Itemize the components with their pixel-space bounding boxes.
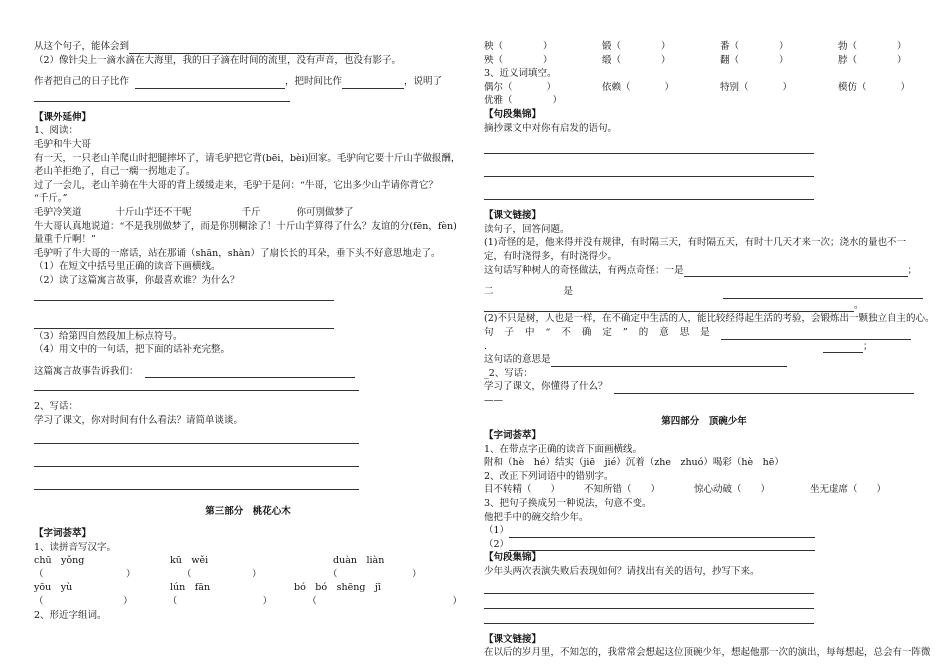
question-line <box>484 326 924 340</box>
question-line: 二 是 <box>484 285 924 299</box>
question-text: 读句子，回答问题。 <box>484 223 570 235</box>
question-number: 2、写话： <box>34 401 79 413</box>
question-text: 1、读拼音写汉字。 <box>34 541 117 553</box>
answer-brackets-row[interactable]: （ ） （ ） （ ） <box>34 596 463 608</box>
question-line <box>484 353 924 367</box>
answer-line[interactable] <box>34 316 334 329</box>
passage-text: 在以后的岁月里，不知怎的，我常常会想起这位顶碗少年，想起他那一次的演出，每每想起，总会有一阵微 <box>484 647 931 659</box>
question-text: （3）给第四自然段加上标点符号。 <box>34 330 183 342</box>
answer-blank[interactable] <box>723 288 923 299</box>
question-line: （2）像针尖上一滴水滴在大海里，我的日子滴在时间的流里，没有声音，也没有影子。 <box>34 54 402 66</box>
answer-blank[interactable] <box>342 78 404 89</box>
section-heading: 【课外延伸】 <box>34 111 92 123</box>
story-paragraph: 过了一会儿，老山羊骑在牛大哥的背上缓缓走来，毛驴于是问：“牛哥，它出多少山芋请你背它？ <box>34 179 438 191</box>
answer-line[interactable] <box>484 581 814 594</box>
synonym-row[interactable]: 优雅（ ） <box>484 95 563 107</box>
question-line <box>34 40 462 54</box>
question-line <box>34 365 462 379</box>
pronunciation-items[interactable]: 附和（hè hé）结实（jiē jié）沉着（zhe zhuó）喝彩（hè hē） <box>484 457 784 469</box>
question-text: 少年头两次表演失败后表现如何？请找出有关的语句，抄写下来。 <box>484 566 760 577</box>
pinyin: chū yǒng <box>34 555 85 567</box>
word-form-row[interactable]: 秧（ ） 锻（ ） 番（ ） 勃（ ） <box>484 41 907 52</box>
typo-items[interactable]: 目不转精（ ） 不知所错（ ） 惊心动破（ ） 坐无虚席（ ） <box>484 484 887 496</box>
question-text: 这句话的意思是 <box>484 354 551 366</box>
answer-line[interactable] <box>484 187 814 200</box>
pinyin-row <box>34 554 462 568</box>
answer-line[interactable] <box>34 89 290 102</box>
answer-line[interactable] <box>34 378 359 391</box>
pinyin: duàn liàn <box>333 555 385 567</box>
answer-blank[interactable] <box>614 383 914 394</box>
passage-text: (2)不只是树，人也是一样，在不确定中生活的人，能比较经得起生活的考验，会锻炼出一颗独立自主的心。 <box>484 313 935 325</box>
question-text: （2）读了这篇寓言故事，你最喜欢谁？为什么？ <box>34 274 240 286</box>
question-text: 学习了课文，你懂得了什么？ <box>484 381 608 393</box>
question-text: （4）用文中的一句话，把下面的话补充完整。 <box>34 344 231 356</box>
example-sentence: 他把手中的碗交给少年。 <box>484 511 589 523</box>
section-heading: 【字词荟萃】 <box>34 528 92 540</box>
part-title: 第四部分 顶碗少年 <box>661 416 747 428</box>
question-number: 1、阅读： <box>34 125 79 137</box>
answer-line[interactable] <box>34 288 334 301</box>
right-column <box>484 40 935 660</box>
answer-blank[interactable] <box>509 527 815 538</box>
answer-line[interactable] <box>484 596 814 609</box>
question-text: 2、形近字组词。 <box>34 609 107 621</box>
story-title: 毛驴和牛大哥 <box>34 138 92 150</box>
story-paragraph: 牛大哥认真地说道：“不是我別做梦了，而是你別糊涂了！十斤山芋算得了什么？友谊的分(fēn，fèn)量重千斤啊！” <box>34 220 457 246</box>
answer-blank[interactable] <box>484 301 854 312</box>
synonym-row[interactable]: 偶尔（ ） 依赖（ ） 特别（ ） 模仿（ ） <box>484 81 911 93</box>
section-heading: 【字词荟萃】 <box>484 430 542 442</box>
question-text: 从这个句子，能体会到 <box>34 41 130 52</box>
answer-line[interactable] <box>484 164 814 177</box>
answer-blank[interactable] <box>721 329 911 340</box>
left-column <box>34 40 462 622</box>
question-text: （1）在短文中括号里正确的读音下画横线。 <box>34 261 221 273</box>
answer-blank[interactable] <box>135 78 285 89</box>
word-form-row[interactable]: 殃（ ） 缎（ ） 翻（ ） 脖（ ） <box>484 54 907 66</box>
question-line <box>34 75 462 89</box>
pinyin: bó bó shēng jī <box>294 582 381 594</box>
part-title: 第三部分 桃花心木 <box>205 506 291 518</box>
question-text: ，说明了 <box>404 76 443 88</box>
section-heading: 【课文链接】 <box>484 633 542 645</box>
answer-blank[interactable] <box>129 43 359 54</box>
pinyin: kū wěi <box>170 555 209 567</box>
question-line: —— <box>484 394 503 406</box>
answer-brackets-row[interactable]: （ ） （ ） （ ） <box>34 568 422 580</box>
answer-blank[interactable] <box>823 342 863 353</box>
section-heading: 【课文链接】 <box>484 210 542 222</box>
answer-line[interactable] <box>484 141 814 154</box>
question-text: 1、在带点字正确的读音下面画横线。 <box>484 443 643 455</box>
question-line: 。 <box>484 299 924 313</box>
question-text: 句子中“不确定”的意思是 <box>484 326 721 338</box>
question-line: （2） <box>484 538 924 552</box>
story-paragraph: 有一天，一只老山羊爬山时把腿摔坏了，请毛驴把它背(bēi，bèi)回家。毛驴向它要十斤山芋做报酬，老山羊拒绝了，自己一瘸一拐地走了。 <box>34 152 461 178</box>
question-text: 这句话写种树人的奇怪做法，有两点奇怪：一是 <box>484 264 684 276</box>
question-line: . ； <box>484 340 873 352</box>
answer-line[interactable] <box>34 477 359 490</box>
question-text: 3、近义词填空。 <box>484 68 557 80</box>
answer-line[interactable] <box>484 611 814 624</box>
answer-blank[interactable] <box>145 367 355 378</box>
question-number: _2、写话： <box>484 367 533 379</box>
question-text: 2、改正下列词语中的错别字。 <box>484 470 614 482</box>
question-text: ，把时间比作 <box>285 76 343 88</box>
question-text: 3、把句子换成另一种说法，句意不变。 <box>484 498 652 510</box>
question-line <box>484 380 924 394</box>
story-paragraph: 毛驴听了牛大哥的一席话，站在那诵（shān，shàn）了扇长长的耳朵，垂下头不好意思地走了。 <box>34 247 441 259</box>
story-paragraph: “千斤。” <box>34 193 68 205</box>
question-line: （1） <box>484 524 924 538</box>
section-heading: 【句段集锦】 <box>484 552 542 564</box>
question-text: 这篇寓言故事告诉我们： <box>34 365 139 377</box>
question-text: 学习了课文，你对时间有什么看法？请简单谈谈。 <box>34 414 244 426</box>
question-text: 作者把自己的日子比作 <box>34 76 130 88</box>
answer-line[interactable] <box>34 454 359 467</box>
passage-text: (1)奇怪的是，他来得并没有规律，有时隔三天，有时隔五天，有时十几天才来一次；浇水的量也不一定，有时浇得多，有时浇得少。 <box>484 237 906 262</box>
pinyin-row <box>34 581 462 595</box>
answer-blank[interactable] <box>509 540 815 551</box>
pinyin: lún fān <box>170 582 211 594</box>
question-line: 这句话写种树人的奇怪做法，有两点奇怪：一是 ； <box>484 264 918 276</box>
answer-line[interactable] <box>34 431 359 444</box>
story-paragraph: 毛驴冷笑道 十斤山芋还不干呢 千斤 你可別做梦了 <box>34 206 354 218</box>
question-text: 摘抄课文中对你有启发的语句。 <box>484 122 618 134</box>
answer-blank[interactable] <box>551 356 787 367</box>
section-heading: 【句段集锦】 <box>484 108 542 120</box>
pinyin: yōu yù <box>34 582 73 594</box>
answer-blank[interactable] <box>684 266 908 277</box>
